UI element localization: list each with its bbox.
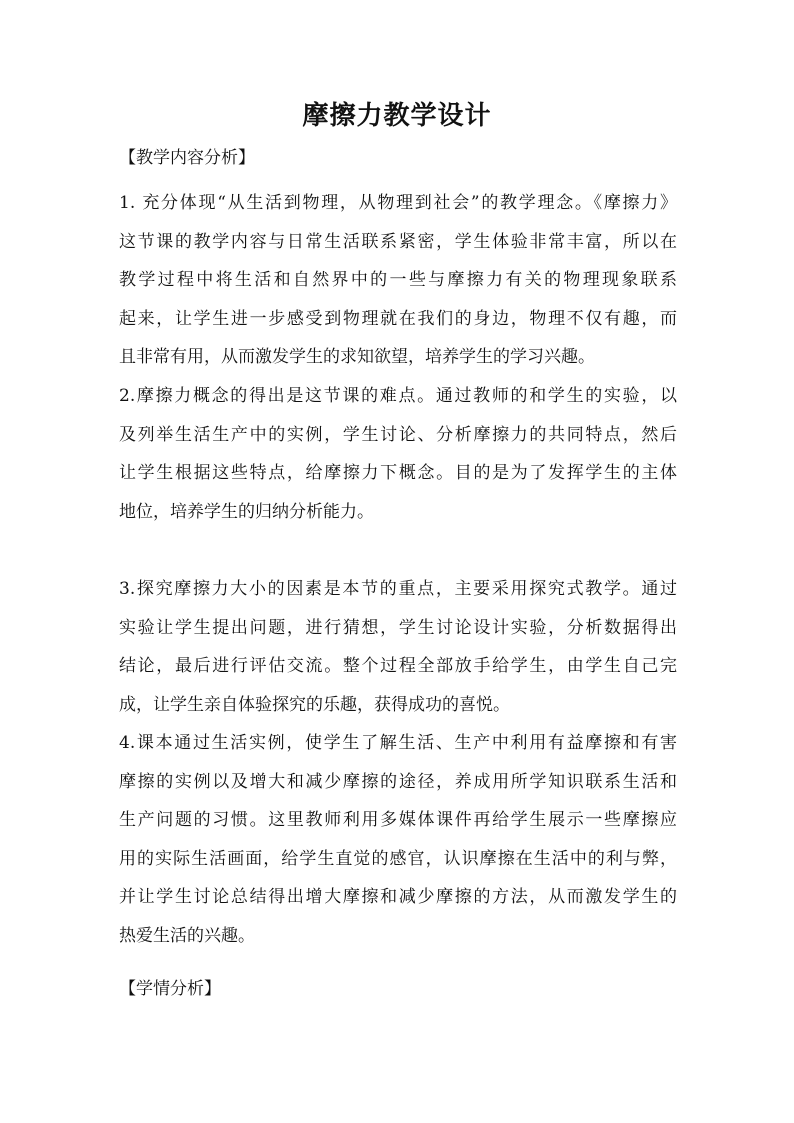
paragraph-line: 热爱生活的兴趣。 [119,925,255,946]
paragraph-line: 让学生根据这些特点，给摩擦力下概念。目的是为了发挥学生的主体 [119,463,677,483]
paragraph-line: 2.摩擦力概念的得出是这节课的难点。通过教师的和学生的实验，以 [119,386,677,406]
paragraph-line: 生产问题的习惯。这里教师利用多媒体课件再给学生展示一些摩擦应 [119,810,677,830]
paragraph-line: 起来，让学生进一步感受到物理就在我们的身边，物理不仅有趣，而 [119,308,677,329]
paragraph-line: 结论，最后进行评估交流。整个过程全部放手给学生，由学生自己完 [119,656,677,676]
paragraph-1 [119,184,677,377]
paragraph-line: 4.课本通过生活实例，使学生了解生活、生产中利用有益摩擦和有害 [119,733,677,753]
paragraph-line: 成，让学生亲自体验探究的乐趣，获得成功的喜悦。 [119,694,510,715]
document-title: 摩擦力教学设计 [302,101,492,131]
paragraph-line: 实验让学生提出问题，进行猜想，学生讨论设计实验，分析数据得出 [119,617,677,638]
paragraph-3 [119,570,677,724]
section-heading-student-analysis: 【学情分析】 [119,979,221,999]
paragraph-line: 用的实际生活画面，给学生直觉的感官，认识摩擦在生活中的利与弊， [119,848,677,869]
section-heading-content-analysis: 【教学内容分析】 [119,148,255,168]
paragraph-line: 3.探究摩擦力大小的因素是本节的重点，主要采用探究式教学。通过 [119,579,677,599]
paragraph-line: 地位，培养学生的归纳分析能力。 [119,501,374,522]
paragraph-line: 且非常有用，从而激发学生的求知欲望，培养学生的学习兴趣。 [119,347,595,367]
paragraph-4 [119,724,677,955]
paragraph-line: 这节课的教学内容与日常生活联系紧密，学生体验非常丰富，所以在 [119,231,677,252]
paragraph-line: 并让学生讨论总结得出增大摩擦和减少摩擦的方法，从而激发学生的 [119,887,677,907]
paragraph-line: 摩擦的实例以及增大和减少摩擦的途径，养成用所学知识联系生活和 [119,771,677,792]
paragraph-2 [119,377,677,531]
paragraph-line: 教学过程中将生活和自然界中的一些与摩擦力有关的物理现象联系 [119,270,677,290]
paragraph-line: 1. 充分体现“从生活到物理，从物理到社会”的教学理念。《摩擦力》 [119,193,677,213]
paragraph-line: 及列举生活生产中的实例，学生讨论、分析摩擦力的共同特点，然后 [119,424,677,445]
